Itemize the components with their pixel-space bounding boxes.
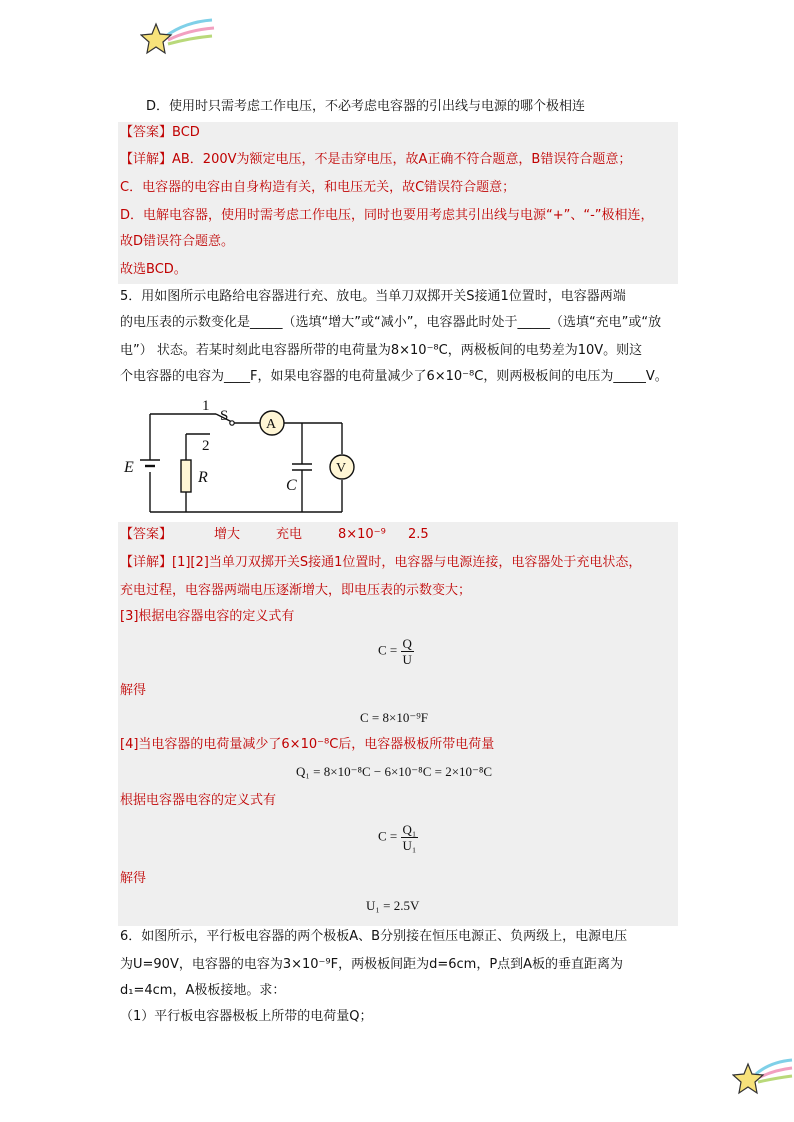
q5-solve-1: 解得	[120, 683, 147, 698]
eq1-numerator: Q	[402, 636, 412, 651]
q5-detail-1: 【详解】[1][2]当单刀双掷开关S接通1位置时，电容器与电源连接，电容器处于充电状态，	[120, 555, 642, 570]
q5-answer-4: 2.5	[408, 527, 429, 542]
q6-line-2: 为U=90V，电容器的电容为3×10⁻⁹F，两极板间距为d=6cm，P点到A板的垂直距离为	[120, 957, 624, 972]
equation-voltage-result: U₁ = 2.5V	[366, 898, 420, 913]
q5-line-3: 电”） 状态。若某时刻此电容器所带的电荷量为8×10⁻⁸C，两极板间的电势差为10V。则这	[120, 343, 643, 358]
q5-line-1: 5．用如图所示电路给电容器进行充、放电。当单刀双掷开关S接通1位置时，电容器两端	[120, 289, 626, 304]
equation-capacitance-definition: C = $\frac{Q}{U}$	[378, 636, 412, 667]
q5-detail-4: [4]当电容器的电荷量减少了6×10⁻⁸C后，电容器极板所带电荷量	[120, 737, 495, 752]
label-1: 1	[202, 398, 210, 414]
q5-solve-2: 解得	[120, 871, 147, 886]
eq4-numerator: Q₁	[402, 822, 417, 837]
equation-charge-remaining: Q₁ = 8×10⁻⁸C − 6×10⁻⁸C = 2×10⁻⁸C	[296, 764, 493, 779]
q5-detail-2: 充电过程，电容器两端电压逐渐增大，即电压表的示数变大；	[120, 583, 472, 598]
q4-answer-block	[118, 122, 678, 284]
label-s: S	[220, 408, 229, 424]
shooting-star-icon-bottom	[732, 1052, 794, 1098]
option-d: D．使用时只需考虑工作电压，不必考虑电容器的引出线与电源的哪个极相连	[146, 99, 586, 114]
circuit-diagram	[118, 394, 368, 518]
q5-answer-2: 充电	[276, 527, 303, 542]
label-r: R	[198, 469, 208, 486]
q4-conclusion: 故选BCD。	[120, 262, 187, 277]
voltmeter-label: V	[336, 461, 347, 476]
q5-detail-5: 根据电容器电容的定义式有	[120, 793, 277, 808]
q6-line-3: d₁=4cm，A极板接地。求：	[120, 983, 286, 998]
ammeter-label: A	[266, 417, 277, 432]
q6-sub-1: （1）平行板电容器极板上所带的电荷量Q；	[120, 1009, 373, 1024]
q4-detail-1: 【详解】AB．200V为额定电压，不是击穿电压，故A正确不符合题意，B错误符合题意；	[120, 152, 632, 167]
q5-detail-3: [3]根据电容器电容的定义式有	[120, 609, 295, 624]
q5-answer-3: 8×10⁻⁹	[338, 527, 386, 542]
q5-answer-1: 增大	[214, 527, 241, 542]
label-c: C	[286, 477, 297, 494]
q5-answer-label: 【答案】	[120, 527, 173, 542]
equation-capacitance-definition-2: C = $\frac{\text{Q₁}}{\text{U₁}}$	[378, 822, 417, 853]
label-e: E	[124, 459, 134, 476]
q4-detail-3b: 故D错误符合题意。	[120, 234, 235, 249]
q5-line-4: 个电容器的电容为____F，如果电容器的电荷量减少了6×10⁻⁸C，则两极板间的电压为_____V。	[120, 369, 668, 384]
q5-line-2: 的电压表的示数变化是_____（选填“增大”或“减小”，电容器此时处于_____（选填“充电”或“放	[120, 315, 662, 330]
label-2: 2	[202, 438, 210, 454]
q4-detail-2: C．电容器的电容由自身构造有关，和电压无关，故C错误符合题意；	[120, 180, 516, 195]
equation-capacitance-result: C = 8×10⁻⁹F	[360, 710, 428, 725]
eq1-denominator: U	[402, 652, 412, 667]
q4-detail-3a: D．电解电容器，使用时需考虑工作电压，同时也要用考虑其引出线与电源“+”、“-”极相连，	[120, 208, 654, 223]
shooting-star-icon-top	[140, 14, 220, 60]
q4-answer: 【答案】BCD	[120, 125, 200, 140]
q6-line-1: 6．如图所示，平行板电容器的两个极板A、B分别接在恒压电源正、负两级上，电源电压	[120, 929, 628, 944]
eq4-denominator: U₁	[402, 838, 417, 853]
